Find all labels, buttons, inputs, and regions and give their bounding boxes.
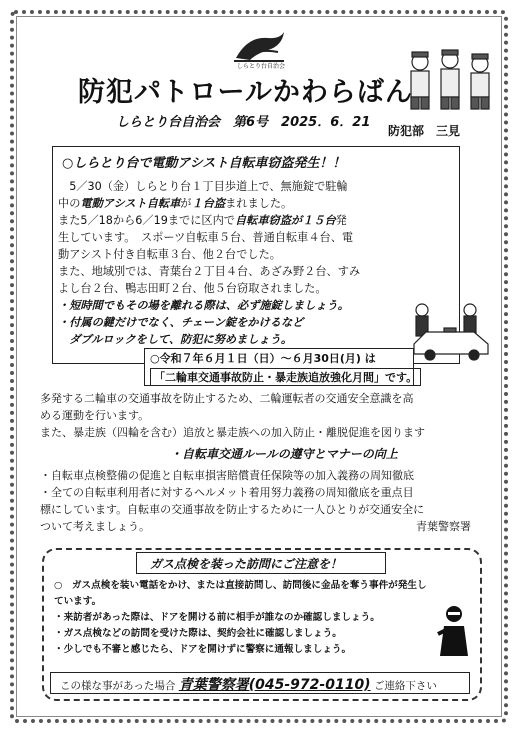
theft-line [58, 246, 456, 263]
theft-text: ダブルロックをして、防犯に努めましょう。 [58, 333, 293, 346]
theft-text: 生しています。 スポーツ自転車５台、普通自転車４台、電 [58, 231, 354, 244]
theft-text: 自転車窃盗が１５台 [234, 214, 336, 227]
contact-prefix: この様な事があった場合 [60, 680, 176, 692]
theft-line [58, 178, 456, 195]
police-car-illustration-icon [404, 300, 496, 362]
theft-line [58, 212, 456, 229]
rule-line: ついて考えましょう。 [40, 520, 150, 533]
burglar-illustration-icon [432, 604, 474, 658]
theft-text: 電動アシスト自転車 [80, 197, 181, 210]
issue-line: しらとり台自治会 第6号 2025．6．21 [116, 115, 371, 130]
theft-text: ・付属の鍵だけでなく、チェーン錠をかけるなど [58, 316, 304, 329]
gas-line: ています。 [54, 596, 102, 607]
police-signature: 青葉警察署 [416, 520, 471, 533]
rule-line: 標にしています。自転車の交通事故を防止するために一人ひとりが交通安全に [40, 503, 425, 516]
gas-line: ・ガス点検などの訪問を受けた際は、契約会社に確認しましょう。 [54, 628, 342, 639]
campaign-period: ○令和７年６月１日（日）～６月30日(月) は [150, 352, 376, 365]
bicycle-rules-body [40, 467, 480, 535]
theft-line [58, 263, 456, 280]
contact-line [60, 674, 437, 694]
theft-text: また、地域別では、青葉台２丁目４台、あざみ野２台、すみ [58, 265, 361, 278]
logo-caption: しらとり台自治会 [236, 63, 285, 70]
theft-line [58, 331, 456, 348]
gas-warning-title: ガス点検を装った訪問にご注意を！ [150, 557, 343, 571]
theft-text: また5／18から6／19までに区内で [58, 214, 235, 227]
police-phone-link[interactable]: 青葉警察署(045-972-0110) [178, 677, 371, 693]
theft-text: ・短時間でもその場を離れる際は、必ず施錠しましょう。 [58, 299, 349, 312]
theft-text: まれました。 [225, 197, 293, 210]
theft-line [58, 314, 456, 331]
theft-line [58, 280, 456, 297]
bicycle-theft-heading: ○しらとり台で電動アシスト自転車窃盗発生！！ [62, 156, 346, 171]
theft-text: 発 [335, 214, 347, 227]
newsletter-title: 防犯パトロールかわらばん [78, 77, 413, 108]
rule-line: ・自転車点検整備の促進と自転車損害賠償責任保険等の加入義務の周知徹底 [40, 469, 414, 482]
bicycle-rules-heading: ・自転車交通ルールの遵守とマナーの向上 [170, 447, 398, 461]
police-officers-illustration-icon [402, 44, 498, 110]
contact-suffix: ご連絡下さい [373, 680, 437, 692]
gas-warning-body [54, 578, 434, 658]
theft-text: 動アシスト付き自転車３台、他２台でした。 [58, 248, 281, 261]
department-name: 防犯部 三見 [388, 124, 461, 138]
theft-line [58, 195, 456, 212]
theft-text: が [180, 197, 192, 210]
campaign-line: また、暴走族（四輪を含む）追放と暴走族への加入防止・離脱促進を図ります [40, 426, 425, 439]
theft-text: 5／30（金）しらとり台１丁目歩道上で、無施錠で駐輪 [58, 180, 348, 193]
campaign-line: 多発する二輪車の交通事故を防止するため、二輪運転者の交通安全意識を高 [40, 392, 414, 405]
gas-line: ・少しでも不審と感じたら、ドアを開けずに警察に通報しましょう。 [54, 644, 352, 655]
theft-line [58, 229, 456, 246]
campaign-line: める運動を行います。 [40, 409, 150, 422]
theft-line [58, 297, 456, 314]
campaign-body [40, 390, 480, 441]
campaign-name: 「二輪車交通事故防止・暴走族追放強化月間」です。 [150, 368, 421, 386]
gas-line: ○ ガス点検を装い電話をかけ、または直接訪問し、訪問後に金品を奪う事件が発生し [54, 580, 427, 591]
theft-text: １台盗 [191, 197, 226, 210]
bicycle-theft-body [58, 178, 456, 348]
rule-line: ・全ての自転車利用者に対するヘルメット着用努力義務の周知徹底を重点目 [40, 486, 414, 499]
theft-text: よし台２台、鴨志田町２台、他５台窃取されました。 [58, 282, 327, 295]
gas-line: ・来訪者があった際は、ドアを開ける前に相手が誰なのか確認しましょう。 [54, 612, 380, 623]
theft-text: 中の [58, 197, 81, 210]
